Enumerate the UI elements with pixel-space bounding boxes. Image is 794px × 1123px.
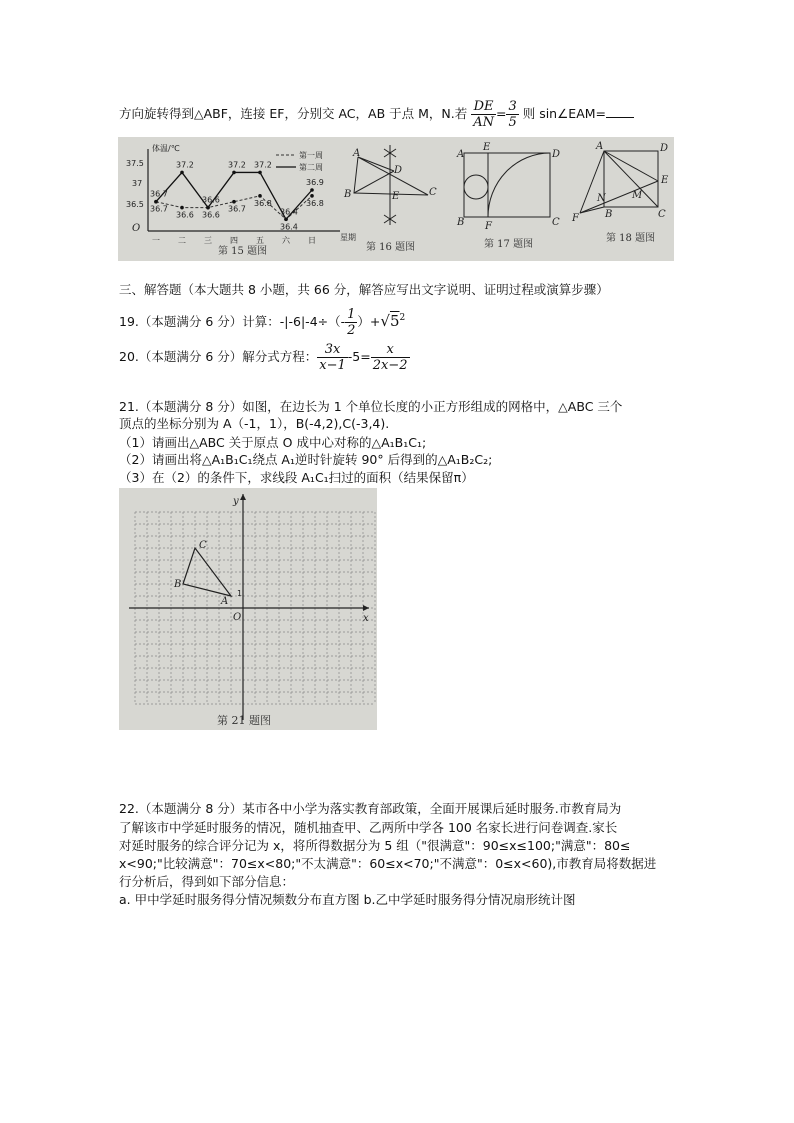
fig15-ytick-37: 37 (132, 179, 143, 188)
figure-21 (119, 488, 377, 730)
question-22-line-3: 对延时服务的综合评分记为 x，将所得数据分为 5 组（"很满意"：90≤x≤100;"满意"：80≤ (119, 838, 631, 853)
fig16-label-b: B (344, 189, 352, 200)
fig18-label-e: E (661, 175, 669, 186)
fig21-label-1: 1 (237, 589, 243, 598)
fig15-ytick-36-5: 36.5 (126, 200, 144, 209)
fig15-day-label: 三 (204, 236, 212, 245)
fig15-ytick-37-5: 37.5 (126, 159, 144, 168)
fig17-label-f: F (485, 221, 492, 232)
fig18-diagonal-ac (604, 151, 658, 207)
fig18-label-c: C (658, 209, 666, 220)
series-data-label: 37.2 (176, 160, 194, 170)
fig16-segment-ad (358, 157, 394, 171)
question-21-part-3: （3）在（2）的条件下，求线段 A₁C₁扫过的面积（结果保留π） (119, 470, 474, 485)
figure-strip-15-18 (118, 137, 674, 261)
fig15-ylabel: 体温/℃ (152, 144, 180, 153)
fig17-circle (464, 175, 488, 199)
series-data-label: 36.7 (150, 204, 168, 214)
fig15-day-label: 二 (178, 236, 186, 245)
fig15-day-label: 日 (308, 236, 316, 245)
question-21-part-1: （1）请画出△ABC 关于原点 O 成中心对称的△A₁B₁C₁; (119, 435, 427, 450)
series-data-label: 37.2 (254, 160, 272, 170)
fig18-segment-ae (604, 151, 658, 181)
fig15-origin: O (132, 223, 141, 234)
series-point (232, 200, 236, 204)
series-point (284, 217, 288, 221)
question-21-line-1: 21.（本题满分 8 分）如图，在边长为 1 个单位长度的小正方形组成的网格中，△ABC 三个 (119, 399, 623, 414)
series-point (258, 171, 262, 175)
legend-week1: 第一周 (299, 151, 323, 160)
fig16-triangle (354, 157, 428, 195)
series-data-label: 36.6 (202, 210, 220, 220)
series-point (232, 171, 236, 175)
fig17-arc (488, 153, 550, 217)
series-point (310, 188, 314, 192)
fig16-segment-bd (354, 171, 394, 193)
fig17-label-c: C (552, 217, 560, 228)
fig21-label-c: C (199, 540, 207, 551)
fig18-label-m: M (632, 190, 643, 201)
series-data-label: 36.4 (280, 222, 298, 232)
figure-15 (126, 143, 356, 257)
figure-strip-svg (118, 137, 674, 261)
fig16-label-a: A (353, 148, 361, 159)
figure-17 (464, 153, 550, 217)
series-data-label: 36.6 (202, 195, 220, 205)
series-data-label: 36.6 (176, 210, 194, 220)
series-data-label: 36.8 (254, 198, 272, 208)
question-19: 19.（本题满分 6 分）计算：-|-6|-4÷（- $\frac{1}{2}$ ）$+√5^2$ (119, 307, 406, 338)
question-14-tail: 方向旋转得到△ABF，连接 EF，分别交 AC，AB 于点 M，N.若 $\frac{DE}{AN}$ = $\frac{3}{5}$ 则 sin∠EAM= (119, 99, 634, 130)
fig21-label-y: y (233, 496, 239, 507)
fig18-label-a: A (596, 141, 604, 152)
series-point (258, 194, 262, 198)
series-point (154, 200, 158, 204)
question-21-part-2: （2）请画出将△A₁B₁C₁绕点 A₁逆时针旋转 90° 后得到的△A₁B₂C₂; (119, 452, 493, 467)
fig18-label-d: D (660, 143, 669, 154)
fig15-day-label: 六 (282, 236, 290, 245)
sqrt-5-squared: $√5^2$ (380, 312, 406, 330)
series-point (206, 206, 210, 210)
fig18-caption: 第 18 题图 (606, 233, 656, 244)
series-data-label: 37.2 (228, 160, 246, 170)
answer-blank (606, 105, 634, 118)
fig18-label-b: B (605, 209, 613, 220)
question-22-line-1: 22.（本题满分 8 分）某市各中小学为落实教育部政策，全面开展课后延时服务.市教育局为 (119, 801, 622, 816)
series-data-label: 36.4 (280, 207, 298, 217)
series-point (180, 206, 184, 210)
section-3-heading: 三、解答题（本大题共 8 小题，共 66 分，解答应写出文字说明、证明过程或演算步骤） (119, 282, 609, 297)
question-20: 20.（本题满分 6 分）解分式方程： $\frac{3x}{x-1}$ -5= $\frac{x}{2x-2}$ (119, 342, 408, 373)
question-22-line-6: a. 甲中学延时服务得分情况频数分布直方图 b.乙中学延时服务得分情况扇形统计图 (119, 892, 576, 907)
fig16-label-c: C (429, 187, 437, 198)
fig17-rectangle (464, 153, 550, 217)
fig17-label-b: B (457, 217, 465, 228)
series-data-label: 36.9 (306, 178, 324, 187)
figure-16 (354, 145, 428, 225)
series-data-label: 36.7 (228, 204, 246, 214)
question-22-line-5: 行分析后，得到如下部分信息： (119, 874, 295, 889)
fig16-caption: 第 16 题图 (366, 242, 416, 253)
series-data-label: 36.7 (150, 189, 168, 199)
series-point (180, 171, 184, 175)
fig17-label-d: D (552, 149, 561, 160)
series-point (310, 194, 314, 198)
fig15-xlabel: 星期 (340, 233, 356, 242)
fig15-day-label: 五 (256, 236, 264, 245)
fig16-label-e: E (392, 191, 400, 202)
fig17-label-e: E (483, 142, 491, 153)
fig18-segment-fe (580, 181, 658, 213)
figure-18 (580, 151, 658, 213)
fig15-day-label: 一 (152, 236, 160, 245)
fig15-day-label: 四 (230, 236, 238, 245)
series-data-label: 36.8 (306, 198, 324, 208)
fraction-1-2: $\frac{1}{2}$ (347, 307, 356, 338)
fig21-caption: 第 21 题图 (217, 714, 271, 727)
fig21-label-x: x (363, 613, 369, 624)
fig17-label-a: A (457, 149, 465, 160)
fig21-label-b: B (174, 579, 182, 590)
fig18-label-f: F (572, 213, 579, 224)
legend-week2: 第二周 (299, 163, 323, 172)
fig16-label-d: D (394, 165, 403, 176)
fig21-y-arrow-icon (240, 494, 246, 500)
fig21-label-a: A (221, 596, 229, 607)
fraction-x-over-2x-2: $\frac{x}{2x-2}$ (372, 342, 408, 373)
fraction-3x-over-x-1: $\frac{3x}{x-1}$ (319, 342, 346, 373)
fig21-svg (119, 488, 377, 730)
fig18-label-n: N (597, 193, 606, 204)
question-21-line-2: 顶点的坐标分别为 A（-1，1），B(-4,2),C(-3,4). (119, 416, 390, 431)
fig17-caption: 第 17 题图 (484, 239, 534, 250)
fig21-label-o: O (233, 612, 242, 623)
question-22-line-4: x<90;"比较满意"：70≤x<80;"不太满意"：60≤x<70;"不满意"：0≤x<60),市教育局将数据进 (119, 856, 657, 871)
fig15-caption: 第 15 题图 (218, 246, 268, 257)
question-22-line-2: 了解该市中学延时服务的情况，随机抽查甲、乙两所中学各 100 名家长进行问卷调查.家长 (119, 820, 618, 835)
fraction-3-5: $\frac{3}{5}$ (508, 99, 517, 130)
fig21-x-arrow-icon (363, 605, 369, 611)
fraction-de-an: $\frac{DE}{AN}$ (473, 99, 494, 130)
